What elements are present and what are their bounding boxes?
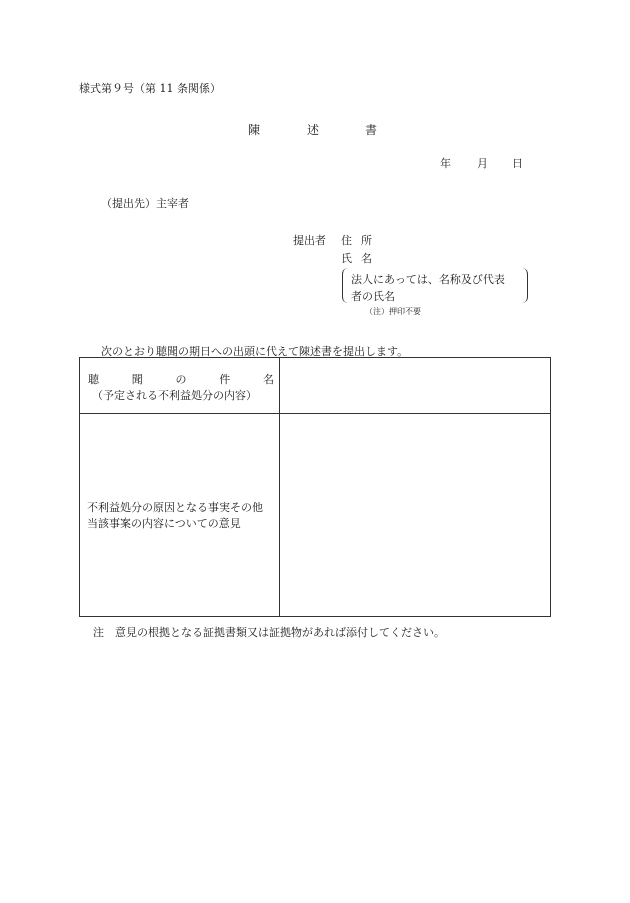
label-char: 聴	[88, 373, 99, 386]
form-number: 様式第９号（第 11 条関係）	[79, 82, 221, 95]
opinion-label-line1: 不利益処分の原因となる事実その他	[87, 501, 263, 514]
opinion-label-line2: 当該事案の内容についての意見	[87, 517, 241, 530]
intro-text: 次のとおり聴聞の期日への出頭に代えて陳述書を提出します。	[101, 345, 409, 358]
title-char: 述	[307, 123, 320, 137]
table-column-divider	[279, 358, 280, 616]
opinion-field[interactable]	[284, 418, 546, 612]
corporation-note-line2: 者の氏名	[351, 290, 395, 303]
submitter-label: 提出者	[293, 234, 326, 247]
date-year: 年	[440, 157, 451, 170]
statement-table	[79, 357, 551, 617]
hearing-subject-field[interactable]	[284, 362, 546, 408]
date-day: 日	[512, 157, 523, 170]
label-char: 名	[263, 373, 274, 386]
recipient: （提出先）主宰者	[101, 197, 189, 210]
hearing-subject-sublabel: （予定される不利益処分の内容）	[92, 389, 257, 402]
table-row-divider	[80, 413, 550, 414]
date-month: 月	[477, 157, 488, 170]
title-char: 陳	[248, 123, 261, 137]
seal-note: （注）押印不要	[365, 307, 421, 316]
corporation-note-line1: 法人にあっては、名称及び代表	[351, 273, 505, 286]
footnote: 注 意見の根拠となる証拠書類又は証拠物があれば添付してください。	[93, 626, 445, 639]
address-label: 住所	[341, 234, 381, 247]
label-char: 聞	[131, 373, 143, 386]
hearing-subject-label	[88, 371, 274, 387]
label-char: 件	[219, 373, 231, 386]
name-label: 氏名	[341, 252, 381, 265]
label-char: の	[175, 373, 187, 386]
title-char: 書	[365, 123, 378, 137]
